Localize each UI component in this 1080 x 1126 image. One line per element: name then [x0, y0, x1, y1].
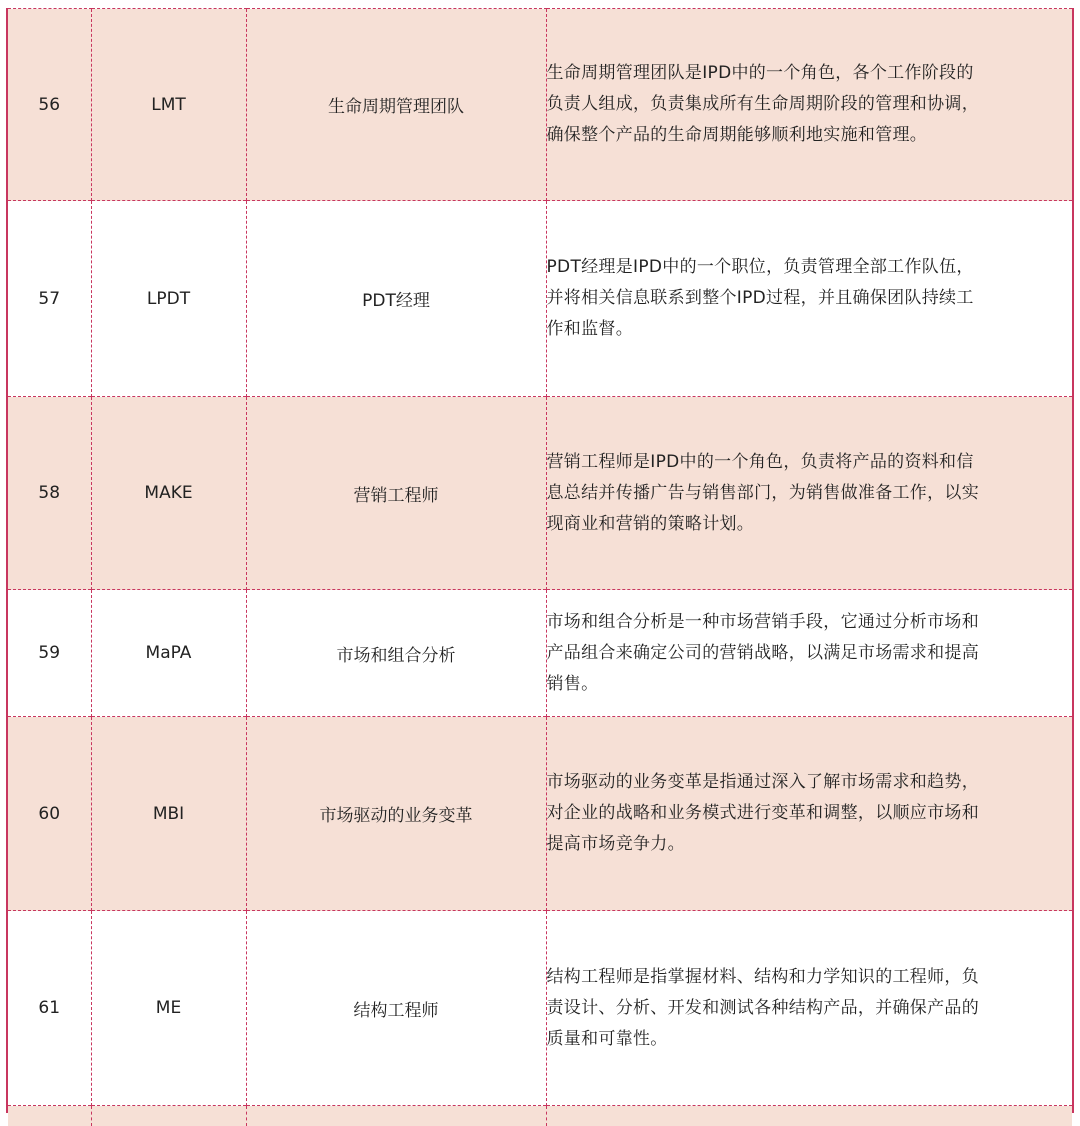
description-line: 提高市场竞争力。 [546, 834, 685, 854]
term-description [546, 9, 1072, 201]
term-name: 市场和组合分析 [246, 590, 546, 717]
row-number: 56 [8, 9, 91, 201]
term-description [546, 1106, 1072, 1126]
description-line: 营销工程师是IPD中的一个角色，负责将产品的资料和信 [546, 451, 974, 472]
term-abbreviation: MBI [91, 717, 246, 911]
term-abbreviation: LPDT [91, 201, 246, 397]
row-number: 60 [8, 717, 91, 911]
term-name: 结构工程师 [246, 911, 546, 1106]
glossary-table-container [6, 8, 1074, 1113]
description-line: 现商业和营销的策略计划。 [546, 513, 755, 534]
description-line: 生命周期管理团队是IPD中的一个角色，各个工作阶段的 [546, 63, 974, 83]
row-number: 61 [8, 911, 91, 1106]
description-line: 确保整个产品的生命周期能够顺利地实施和管理。 [546, 125, 928, 145]
table-row [8, 717, 1072, 911]
table-row [8, 9, 1072, 201]
description-line: 销售。 [546, 673, 599, 694]
table-row [8, 1106, 1072, 1126]
glossary-table [8, 8, 1072, 1126]
table-row [8, 911, 1072, 1106]
description-line: 市场和组合分析是一种市场营销手段，它通过分析市场和 [546, 611, 979, 632]
term-name: 营销工程师 [246, 397, 546, 590]
description-line: 责设计、分析、开发和测试各种结构产品，并确保产品的 [546, 997, 979, 1018]
term-name: PDT经理 [246, 201, 546, 397]
description-line: 对企业的战略和业务模式进行变革和调整，以顺应市场和 [546, 803, 979, 823]
term-abbreviation [91, 1106, 246, 1126]
description-line: 作和监督。 [546, 319, 633, 339]
description-line: 负责人组成，负责集成所有生命周期阶段的管理和协调， [546, 94, 979, 114]
table-row [8, 397, 1072, 590]
term-description [546, 201, 1072, 397]
term-abbreviation: MAKE [91, 397, 246, 590]
term-description [546, 911, 1072, 1106]
description-line: 产品组合来确定公司的营销战略，以满足市场需求和提高 [546, 642, 979, 663]
term-name: 生命周期管理团队 [246, 9, 546, 201]
description-line: 市场驱动的业务变革是指通过深入了解市场需求和趋势， [546, 772, 979, 792]
description-line: 息总结并传播广告与销售部门，为销售做准备工作，以实 [546, 482, 979, 503]
description-line: PDT经理是IPD中的一个职位，负责管理全部工作队伍， [546, 257, 974, 277]
table-row [8, 201, 1072, 397]
description-line: 结构工程师是指掌握材料、结构和力学知识的工程师，负 [546, 966, 979, 987]
description-line: 并将相关信息联系到整个IPD过程，并且确保团队持续工 [546, 288, 974, 308]
table-row [8, 590, 1072, 717]
term-name: 市场驱动的业务变革 [246, 717, 546, 911]
term-description [546, 717, 1072, 911]
row-number: 59 [8, 590, 91, 717]
row-number: 57 [8, 201, 91, 397]
term-abbreviation: MaPA [91, 590, 246, 717]
row-number: 58 [8, 397, 91, 590]
row-number [8, 1106, 91, 1126]
term-description [546, 590, 1072, 717]
term-description [546, 397, 1072, 590]
description-line: 质量和可靠性。 [546, 1028, 668, 1049]
term-abbreviation: ME [91, 911, 246, 1106]
term-abbreviation: LMT [91, 9, 246, 201]
term-name [246, 1106, 546, 1126]
